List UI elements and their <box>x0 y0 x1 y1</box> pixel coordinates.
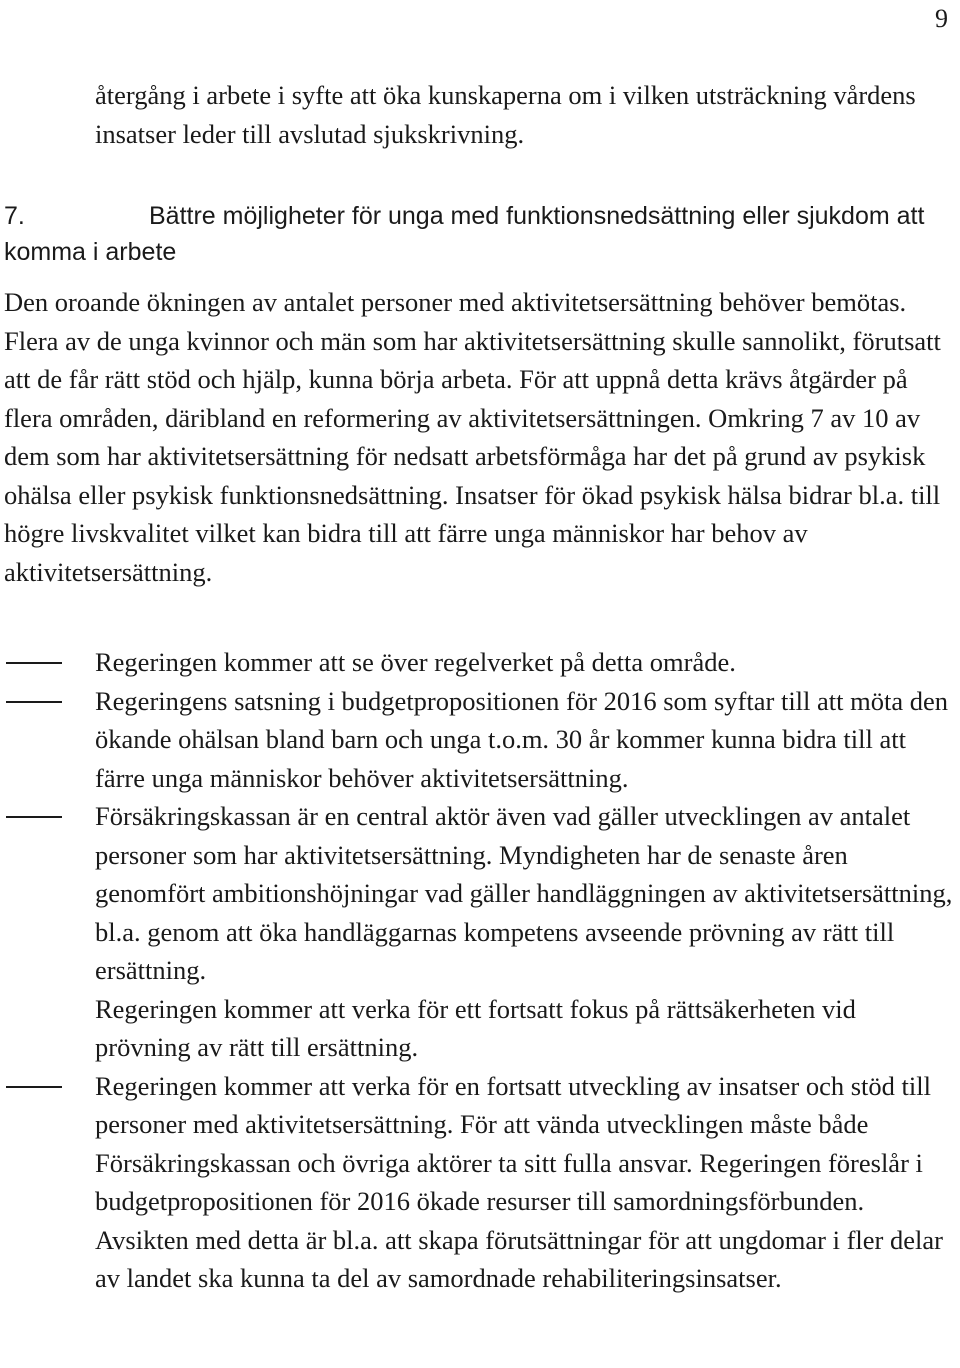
bullet-text: Regeringens satsning i budgetpropositionen för 2016 som syftar till att möta den ökande ohälsan bland barn och unga t.o.m. 30 år kommer kunna bidra till att färre unga människor behöver aktivitetsersättning. <box>95 685 949 793</box>
section-heading <box>4 198 944 270</box>
dash-bullet-icon <box>6 662 62 664</box>
section-number: 7. <box>4 202 25 230</box>
bullet-text-continued: Regeringen kommer att verka för ett fortsatt fokus på rättsäkerheten vid prövning av rätt till ersättning. <box>95 993 856 1062</box>
bullet-item <box>0 797 955 1067</box>
bullet-text: Regeringen kommer att se över regelverket på detta område. <box>95 647 736 677</box>
bullet-item <box>0 682 955 798</box>
page-number: 9 <box>935 4 948 33</box>
bullet-item <box>0 643 955 682</box>
dash-bullet-icon <box>6 701 62 703</box>
bullet-item <box>0 1067 955 1298</box>
opening-paragraph: återgång i arbete i syfte att öka kunskaperna om i vilken utsträckning vårdens insatser leder till avslutad sjukskrivning. <box>95 80 916 149</box>
bullet-text: Försäkringskassan är en central aktör även vad gäller utvecklingen av antalet personer som har aktivitetsersättning. Myndigheten har de senaste åren genomfört ambitionshöjningar vad gäller handläggningen av aktivitetsersättning, bl.a. genom att öka handläggarnas kompetens avseende prövning av rätt till ersättning. <box>95 801 953 985</box>
bullet-list <box>0 643 955 1298</box>
body-paragraph: Den oroande ökningen av antalet personer med aktivitetsersättning behöver bemötas. Flera av de unga kvinnor och män som har aktivitetsersättning skulle sannolikt, förutsatt att de får rätt stöd och hjälp, kunna börja arbeta. För att uppnå detta krävs åtgärder på flera områden, däribland en reformering av aktivitetsersättningen. Omkring 7 av 10 av dem som har aktivitetsersättning för nedsatt arbetsförmåga har det på grund av psykisk ohälsa eller psykisk funktionsnedsättning. Insatser för ökad psykisk hälsa bidrar bl.a. till högre livskvalitet vilket kan bidra till att färre unga människor har behov av aktivitetsersättning. <box>4 287 941 587</box>
dash-bullet-icon <box>6 1086 62 1088</box>
bullet-text: Regeringen kommer att verka för en fortsatt utveckling av insatser och stöd till personer med aktivitetsersättning. För att vända utvecklingen måste både Försäkringskassan och övriga aktörer ta sitt fulla ansvar. Regeringen föreslår i budgetpropositionen för 2016 ökade resurser till samordningsförbunden. Avsikten med detta är bl.a. att skapa förutsättningar för att ungdomar i fler delar av landet ska kunna ta del av samordnade rehabiliteringsinsatser. <box>95 1070 943 1293</box>
dash-bullet-icon <box>6 816 62 818</box>
section-title: Bättre möjligheter för unga med funktionsnedsättning eller sjukdom att komma i arbete <box>4 202 925 266</box>
